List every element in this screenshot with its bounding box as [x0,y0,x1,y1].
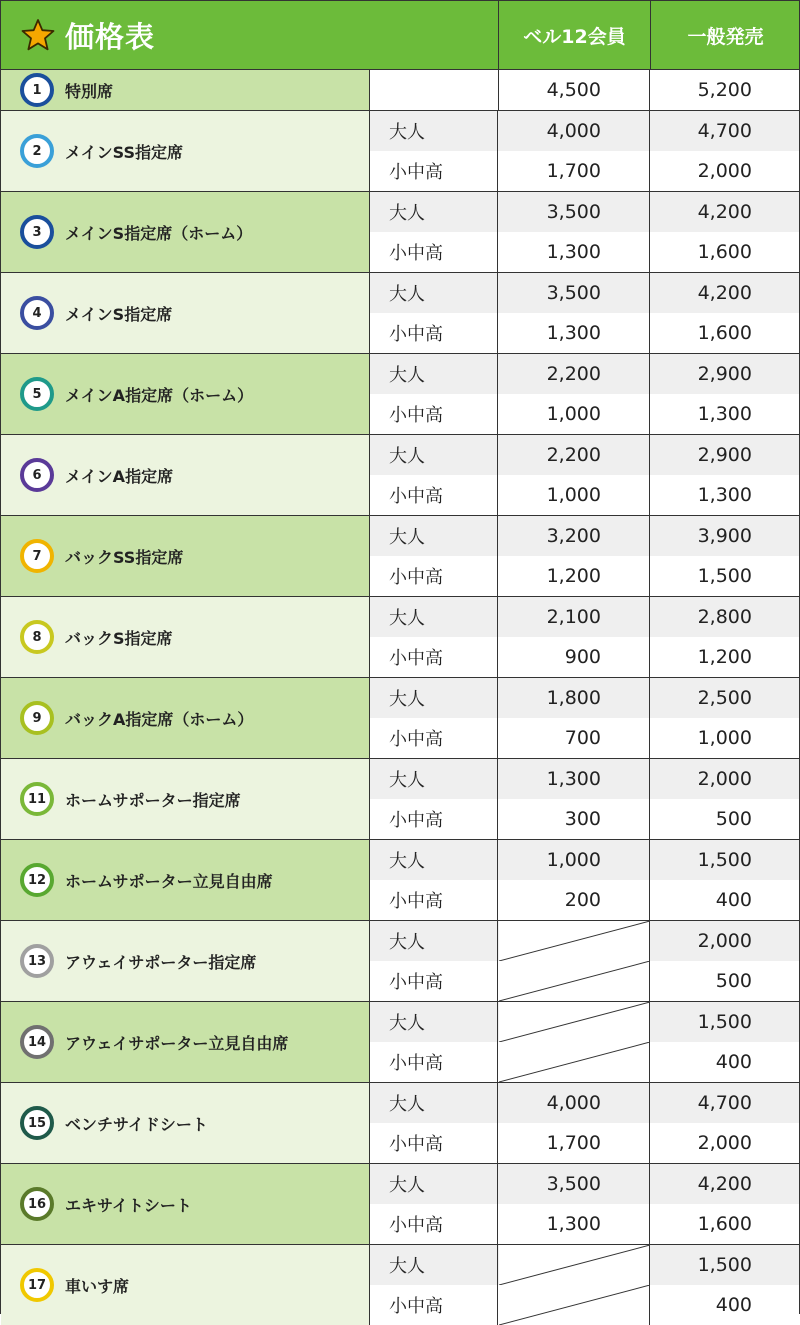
seat-name: アウェイサポーター立見自由席 [65,1033,289,1053]
general-price: 1,600 [697,322,752,344]
seat-name-cell [1,1164,370,1244]
age-category: 小中高 [370,1204,498,1244]
general-price: 5,200 [697,79,752,101]
not-available-slash [499,1245,650,1285]
member-price [499,921,650,961]
not-available-slash [499,1002,650,1042]
price-row-child [370,1123,799,1163]
not-available-slash [499,1042,650,1082]
member-price: 900 [499,637,650,677]
price-row-adult [370,759,799,800]
price-row-adult [370,921,799,962]
slash-line [499,1285,650,1325]
general-price: 3,900 [697,525,752,547]
price-row-child [370,151,799,191]
price-row-adult [370,111,799,152]
age-category: 大人 [370,1245,498,1285]
price-row-adult [370,1164,799,1205]
column-header-general: 一般発売 [650,1,800,69]
seat-row [1,597,799,678]
age-category: 大人 [370,597,498,637]
seat-row [1,1245,799,1325]
member-price: 3,500 [499,273,650,313]
seat-name-cell [1,678,370,758]
member-price [499,961,650,1001]
price-row-child [370,394,799,434]
seat-name: メインA指定席 [65,466,174,486]
seat-name-cell [1,1002,370,1082]
age-category: 小中高 [370,1285,498,1325]
seat-row [1,192,799,273]
column-header-member: ベル12会員 [498,1,650,69]
price-row-adult [370,1002,799,1043]
price-row-child [370,637,799,677]
general-price: 4,200 [697,1173,752,1195]
age-category: 大人 [370,435,498,475]
not-available-slash [499,961,650,1001]
seat-number-badge: 17 [20,1268,54,1302]
seat-name-cell [1,516,370,596]
general-price: 2,900 [697,444,752,466]
age-category: 小中高 [370,961,498,1001]
seat-name-cell [1,435,370,515]
price-row-adult [370,1083,799,1124]
table-header [1,1,799,70]
age-category: 大人 [370,921,498,961]
seat-name: バックA指定席（ホーム） [65,709,254,729]
member-price: 2,200 [499,435,650,475]
member-price: 1,300 [499,759,650,799]
age-category: 大人 [370,1083,498,1123]
member-price: 3,500 [499,192,650,232]
general-price: 1,200 [697,646,752,668]
seat-row [1,1164,799,1245]
seat-number-badge: 12 [20,863,54,897]
seat-row [1,678,799,759]
slash-line [499,961,650,1001]
member-price: 1,300 [499,313,650,353]
member-price [499,1245,650,1285]
seat-row [1,516,799,597]
price-row [370,70,799,110]
seat-name: 車いす席 [65,1276,130,1296]
table-title-cell [1,1,498,69]
price-row-child [370,880,799,920]
member-price: 1,200 [499,556,650,596]
seat-name: メインSS指定席 [65,142,184,162]
page-title: 価格表 [65,19,156,54]
member-price: 1,300 [499,1204,650,1244]
seat-number-badge: 5 [20,377,54,411]
seat-name: エキサイトシート [65,1195,192,1215]
seat-name-cell [1,921,370,1001]
general-price: 2,900 [697,363,752,385]
seat-name-cell [1,354,370,434]
price-row-adult [370,840,799,881]
price-row-child [370,1285,799,1325]
seat-name-cell [1,1245,370,1325]
member-price: 1,700 [499,151,650,191]
price-row-child [370,232,799,272]
age-category: 小中高 [370,880,498,920]
seat-name-cell [1,111,370,191]
price-row-adult [370,678,799,719]
age-category: 小中高 [370,232,498,272]
seat-row [1,1083,799,1164]
member-price: 1,000 [499,840,650,880]
seat-row [1,111,799,192]
member-price: 200 [499,880,650,920]
price-row-child [370,961,799,1001]
age-category: 大人 [370,1164,498,1204]
seat-name-cell [1,597,370,677]
member-price: 1,000 [499,394,650,434]
seat-number-badge: 16 [20,1187,54,1221]
age-category: 小中高 [370,718,498,758]
seat-name-cell [1,70,370,110]
seat-row [1,921,799,1002]
age-category: 大人 [370,1002,498,1042]
general-price: 1,300 [697,484,752,506]
seat-number-badge: 6 [20,458,54,492]
general-price: 2,000 [697,768,752,790]
seat-row [1,354,799,435]
age-category: 小中高 [370,637,498,677]
age-category: 小中高 [370,556,498,596]
not-available-slash [499,921,650,961]
member-price: 4,000 [499,1083,650,1123]
general-price: 400 [715,889,752,911]
seat-number-badge: 15 [20,1106,54,1140]
seat-number-badge: 4 [20,296,54,330]
general-price: 4,700 [697,1092,752,1114]
general-price: 1,000 [697,727,752,749]
seat-name-cell [1,759,370,839]
seat-number-badge: 14 [20,1025,54,1059]
general-price: 1,500 [697,849,752,871]
age-category: 大人 [370,516,498,556]
slash-line [499,1002,650,1042]
seat-row [1,435,799,516]
price-row-adult [370,354,799,395]
general-price: 4,200 [697,282,752,304]
category-cell-empty [370,70,499,110]
seat-name: 特別席 [65,81,114,101]
seat-name-cell [1,192,370,272]
general-price: 1,600 [697,241,752,263]
age-category: 大人 [370,840,498,880]
seat-name: アウェイサポーター指定席 [65,952,257,972]
general-price: 2,800 [697,606,752,628]
seat-name: メインA指定席（ホーム） [65,385,254,405]
general-price: 1,500 [697,1254,752,1276]
seat-name: バックS指定席 [65,628,173,648]
price-row-adult [370,192,799,233]
age-category: 大人 [370,759,498,799]
slash-line [499,1245,650,1285]
seat-name: ベンチサイドシート [65,1114,208,1134]
age-category: 小中高 [370,1042,498,1082]
age-category: 小中高 [370,1123,498,1163]
general-price: 4,200 [697,201,752,223]
seat-number-badge: 7 [20,539,54,573]
seat-name: ホームサポーター立見自由席 [65,871,273,891]
member-price: 300 [499,799,650,839]
member-price [499,1042,650,1082]
price-row-adult [370,273,799,314]
seat-row [1,840,799,921]
seat-name: ホームサポーター指定席 [65,790,241,810]
general-price: 1,600 [697,1213,752,1235]
member-price [499,1002,650,1042]
price-row-child [370,1204,799,1244]
price-row-child [370,313,799,353]
age-category: 小中高 [370,475,498,515]
member-price: 1,800 [499,678,650,718]
seat-row [1,70,799,111]
age-category: 小中高 [370,394,498,434]
member-price: 4,500 [499,70,650,110]
price-row-child [370,799,799,839]
general-price: 1,500 [697,1011,752,1033]
member-price [499,1285,650,1325]
general-price: 500 [715,808,752,830]
member-price: 4,000 [499,111,650,151]
seat-row [1,273,799,354]
general-price: 4,700 [697,120,752,142]
member-price: 1,000 [499,475,650,515]
price-row-child [370,718,799,758]
seat-number-badge: 13 [20,944,54,978]
seat-name-cell [1,1083,370,1163]
seat-name-cell [1,273,370,353]
general-price: 1,500 [697,565,752,587]
price-row-child [370,475,799,515]
seat-name-cell [1,840,370,920]
member-price: 2,200 [499,354,650,394]
star-icon [21,18,55,52]
seat-name: バックSS指定席 [65,547,184,567]
general-price: 1,300 [697,403,752,425]
general-price: 400 [715,1051,752,1073]
member-price: 1,700 [499,1123,650,1163]
price-row-child [370,1042,799,1082]
general-price: 400 [715,1294,752,1316]
member-price: 2,100 [499,597,650,637]
age-category: 大人 [370,192,498,232]
general-price: 2,500 [697,687,752,709]
age-category: 大人 [370,111,498,151]
seat-number-badge: 9 [20,701,54,735]
member-price: 3,500 [499,1164,650,1204]
price-row-child [370,556,799,596]
seat-name: メインS指定席（ホーム） [65,223,253,243]
price-row-adult [370,516,799,557]
seat-number-badge: 8 [20,620,54,654]
price-row-adult [370,435,799,476]
seat-row [1,759,799,840]
age-category: 大人 [370,354,498,394]
price-row-adult [370,1245,799,1286]
general-price: 2,000 [697,1132,752,1154]
seat-number-badge: 2 [20,134,54,168]
seat-number-badge: 1 [20,73,54,107]
member-price: 3,200 [499,516,650,556]
slash-line [499,921,650,961]
not-available-slash [499,1285,650,1325]
seat-number-badge: 3 [20,215,54,249]
age-category: 大人 [370,273,498,313]
member-price: 1,300 [499,232,650,272]
age-category: 小中高 [370,799,498,839]
age-category: 小中高 [370,151,498,191]
slash-line [499,1042,650,1082]
general-price: 2,000 [697,930,752,952]
age-category: 小中高 [370,313,498,353]
age-category: 大人 [370,678,498,718]
price-row-adult [370,597,799,638]
seat-number-badge: 11 [20,782,54,816]
general-price: 500 [715,970,752,992]
seat-row [1,1002,799,1083]
seat-name: メインS指定席 [65,304,173,324]
member-price: 700 [499,718,650,758]
general-price: 2,000 [697,160,752,182]
